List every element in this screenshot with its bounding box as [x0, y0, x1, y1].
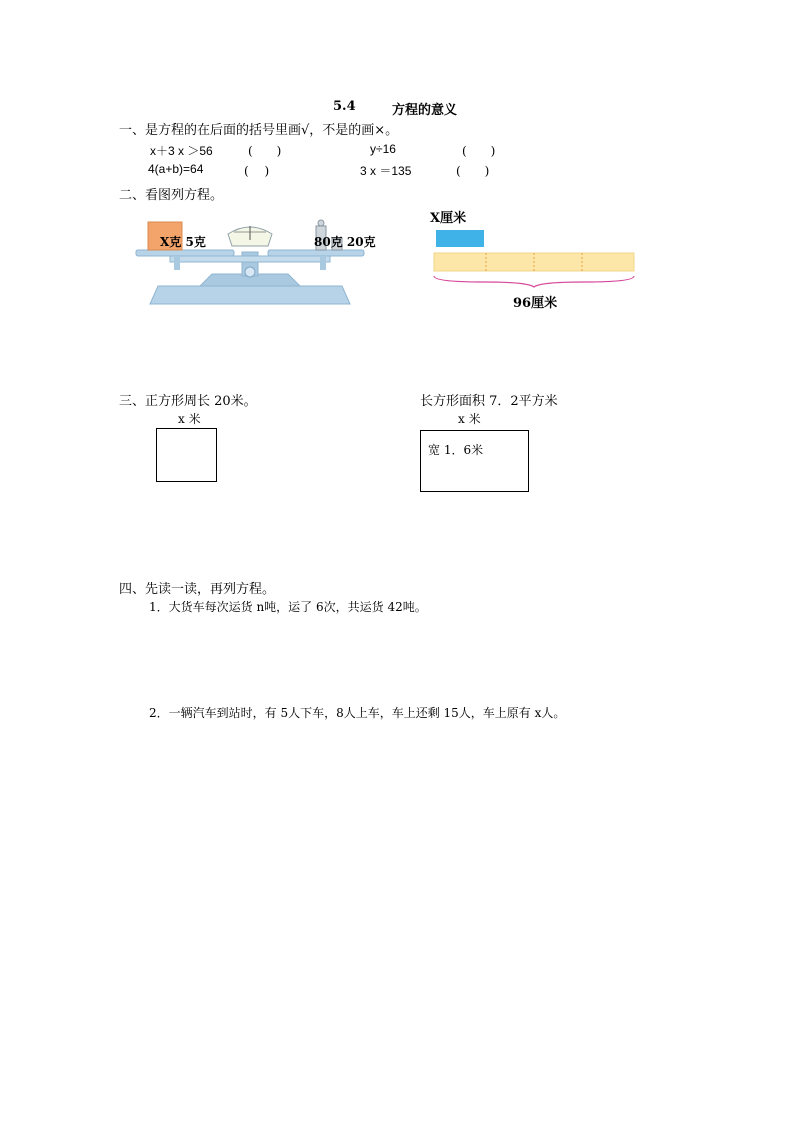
expr-1: x＋3 x ＞56 — [150, 144, 213, 158]
square-side-label: x 米 — [178, 412, 201, 426]
balance-scale-illustration — [130, 212, 370, 312]
question-2: 2．一辆汽车到站时，有 5人下车，8人上车，车上还剩 15人，车上原有 x人。 — [149, 706, 566, 720]
section3-heading: 三、正方形周长 20米。 — [119, 394, 257, 409]
section3-rect-heading: 长方形面积 7．2平方米 — [420, 394, 558, 409]
expr-3: 4(a+b)=64 — [148, 162, 204, 176]
bar-top-label: X厘米 — [430, 211, 467, 226]
title-number: 5.4 — [333, 99, 356, 114]
section4-heading: 四、先读一读，再列方程。 — [119, 582, 276, 597]
rect-width-label: 宽 1．6米 — [428, 443, 484, 457]
section1-heading: 一、是方程的在后面的括号里画√，不是的画×。 — [119, 123, 399, 138]
expr-4: 3 x ＝135 — [360, 164, 412, 178]
balance-left-label: X克 5克 — [160, 235, 206, 249]
page-title: 方程的意义 — [392, 103, 458, 118]
rect-length-label: x 米 — [458, 412, 481, 426]
answer-paren-1[interactable]: ( ) — [248, 144, 282, 158]
answer-paren-3[interactable]: ( ) — [244, 164, 270, 178]
question-1: 1．大货车每次运货 n吨，运了 6次，共运货 42吨。 — [149, 600, 427, 614]
answer-paren-4[interactable]: ( ) — [456, 164, 490, 178]
segment-bar-illustration — [428, 226, 640, 288]
expr-2: y÷16 — [370, 142, 396, 156]
answer-paren-2[interactable]: ( ) — [462, 144, 496, 158]
bar-bottom-label: 96厘米 — [513, 296, 558, 311]
rectangle-figure — [420, 430, 529, 492]
square-figure — [156, 428, 217, 482]
balance-right-label: 80克 20克 — [314, 235, 376, 249]
section2-heading: 二、看图列方程。 — [119, 188, 224, 203]
